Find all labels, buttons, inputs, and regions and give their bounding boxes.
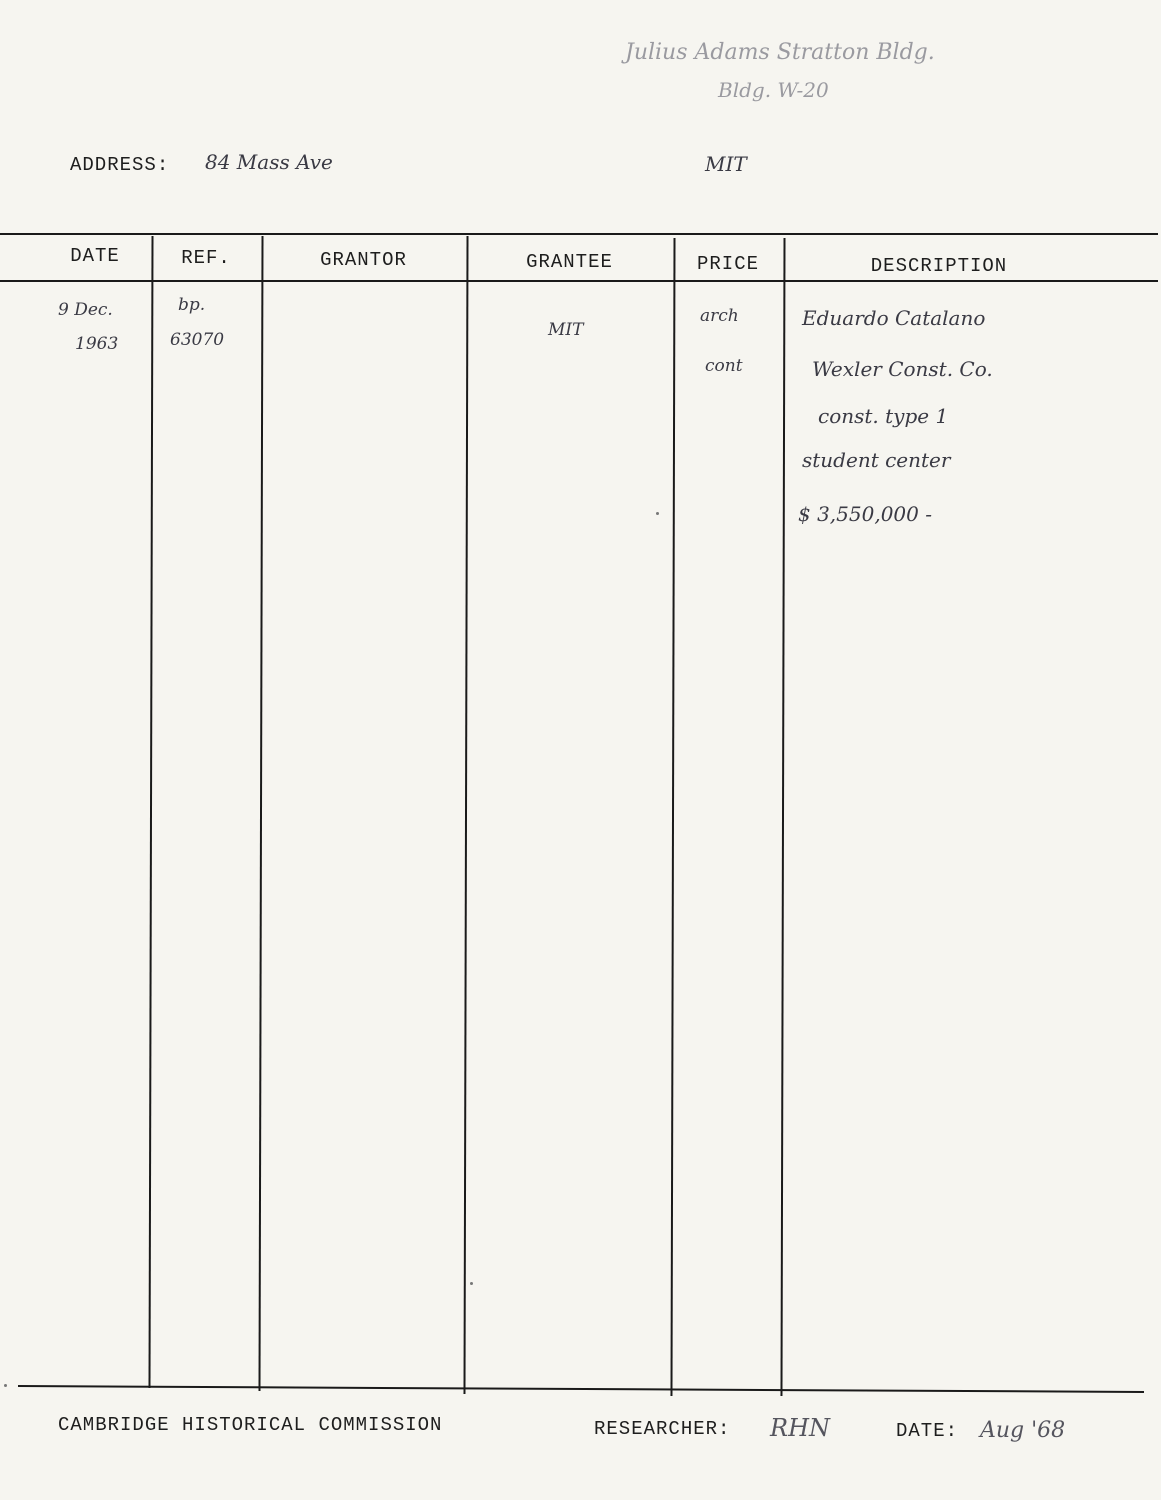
table-header-rule — [0, 280, 1158, 282]
header-description: DESCRIPTION — [870, 255, 1008, 277]
column-divider — [780, 238, 785, 1396]
header-ref: REF. — [181, 247, 231, 269]
date-label: DATE: — [896, 1420, 959, 1442]
entry-description-line: Eduardo Catalano — [802, 306, 986, 330]
column-divider — [670, 238, 675, 1396]
entry-grantee: MIT — [548, 320, 584, 340]
researcher-label: RESEARCHER: — [594, 1418, 731, 1440]
speck — [470, 1282, 473, 1285]
entry-description-line: $ 3,550,000 - — [798, 502, 932, 526]
speck — [4, 1384, 7, 1387]
entry-description-line: student center — [802, 448, 951, 472]
building-name-note: Julius Adams Stratton Bldg. — [625, 40, 935, 65]
building-number-note: Bldg. W-20 — [718, 78, 829, 102]
speck — [656, 512, 659, 515]
header-grantee: GRANTEE — [526, 251, 613, 273]
address-label: ADDRESS: — [70, 154, 170, 176]
table-top-rule — [0, 233, 1158, 235]
entry-price-arch: arch — [700, 306, 739, 326]
commission-name: CAMBRIDGE HISTORICAL COMMISSION — [58, 1414, 443, 1436]
header-date: DATE — [70, 245, 120, 267]
table-bottom-rule — [18, 1385, 1144, 1393]
entry-price-cont: cont — [705, 356, 743, 376]
research-date: Aug '68 — [980, 1418, 1066, 1443]
researcher-initials: RHN — [770, 1414, 830, 1442]
entry-description-line: const. type 1 — [818, 404, 949, 428]
column-divider — [463, 236, 468, 1394]
header-price: PRICE — [696, 253, 759, 275]
entry-ref-number: 63070 — [170, 330, 225, 350]
header-grantor: GRANTOR — [320, 249, 407, 271]
entry-description-line: Wexler Const. Co. — [812, 357, 993, 381]
address-value: 84 Mass Ave — [205, 150, 333, 174]
column-divider — [148, 236, 153, 1388]
address-owner: MIT — [705, 152, 747, 176]
entry-date-year: 1963 — [75, 334, 119, 354]
entry-date-day: 9 Dec. — [58, 300, 113, 320]
entry-ref-book: bp. — [178, 295, 206, 315]
column-divider — [258, 236, 263, 1391]
